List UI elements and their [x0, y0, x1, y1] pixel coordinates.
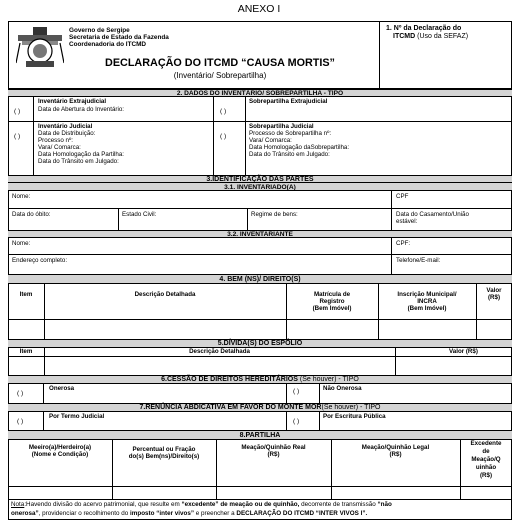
extra-inventory-opening-date: Data de Abertura do Inventário: — [38, 106, 124, 113]
marriage-date-label-2: estável: — [396, 218, 418, 225]
judicial-sobrepartilha-line: Processo de Sobrepartilha nº: — [249, 130, 332, 137]
partition-col-excess: Excedente — [470, 440, 502, 447]
marital-status-label: Estado Civil: — [122, 211, 157, 218]
checkbox-onerosa[interactable]: ( ) — [17, 390, 24, 397]
partition-col-excess-3: Meação/Q — [471, 456, 501, 463]
checkbox-public-deed[interactable]: ( ) — [293, 418, 300, 425]
section-2-title: 2. DADOS DO INVENTÁRIO/ SOBREPARTILHA - TIPO — [176, 89, 344, 97]
goods-col-municipal: Inscrição Municipal/ — [397, 291, 457, 298]
inventariante-name-label: Nome: — [12, 240, 31, 247]
section-8-title: 8.PARTILHA — [239, 431, 281, 439]
phone-email-label: Telefone/E-mail: — [396, 257, 441, 264]
goods-col-municipal-2: INCRA — [417, 298, 437, 305]
inventariado-name-label: Nome: — [12, 193, 31, 200]
judicial-sobrepartilha-line: Vara/ Comarca: — [249, 137, 292, 144]
partition-col-excess-5: (R$) — [479, 472, 493, 479]
goods-col-description: Descrição Detalhada — [134, 291, 196, 298]
coat-of-arms-icon — [16, 25, 64, 69]
checkbox-extra-sobrepartilha[interactable]: ( ) — [220, 108, 227, 115]
note-text: Nota:Havendo divisão do acervo patrimonial, que resulte em “excedente” de meação ou de quinhão, decorrente de transmissão “não onerosa”, providenciar o recolhimento do imposto “inter vivos” e preencher a DECLARAÇÃO DO ITCMD “INTER VIVOS I”. — [11, 501, 392, 517]
annex-title: ANEXO I — [237, 3, 281, 15]
judicial-sobrepartilha-line: Data Homologação daSobrepartilha: — [249, 144, 350, 151]
goods-col-registry-3: (Bem Imóvel) — [312, 305, 352, 312]
partition-col-real-share-2: (R$) — [267, 451, 280, 458]
judicial-inventory-line: Data Homologação da Partilha: — [38, 151, 124, 158]
inventariado-cpf-label: CPF — [396, 193, 409, 200]
debts-col-description: Descrição Detalhada — [189, 348, 250, 355]
property-regime-label: Regime de bens: — [251, 211, 298, 218]
checkbox-judicial-term[interactable]: ( ) — [17, 418, 24, 425]
judicial-inventory-line: Processo nº: — [38, 137, 73, 144]
section-3-title: 3.IDENTIFICAÇÃO DAS PARTES — [206, 175, 314, 183]
section-7-title: 7.RENÚNCIA ABDICATIVA EM FAVOR DO MONTE MOR(Se houver) - TIPO — [139, 404, 381, 411]
goods-col-value-2: (R$) — [487, 294, 501, 301]
checkbox-extra-inventory[interactable]: ( ) — [14, 108, 21, 115]
partition-col-excess-2: de — [482, 448, 490, 455]
nao-onerosa-label: Não Onerosa — [323, 385, 362, 392]
section-5-title: 5.DÍVIDA(S) DO ESPÓLIO — [217, 340, 303, 347]
goods-col-value: Valor — [486, 287, 502, 294]
extra-inventory-title: Inventário Extrajudicial — [38, 98, 107, 105]
partition-col-legal-share-2: (R$) — [389, 451, 402, 458]
extra-sobrepartilha-title: Sobrepartilha Extrajudicial — [249, 98, 328, 105]
partition-col-legal-share: Meação/Quinhão Legal — [361, 444, 430, 451]
onerosa-label: Onerosa — [49, 385, 75, 392]
gov-line-3: Coordenadoria do ITCMD — [69, 41, 147, 48]
goods-col-registry: Matrícula de — [313, 291, 351, 298]
death-date-label: Data do óbito: — [12, 211, 51, 218]
gov-line-2: Secretaria de Estado da Fazenda — [69, 34, 169, 41]
judicial-sobrepartilha-line: Data do Trânsito em Julgado: — [249, 151, 330, 158]
gov-line-1: Governo de Sergipe — [69, 27, 130, 34]
declaration-number-label: 1. Nº da Declaração do — [386, 25, 462, 32]
section-3-2-title: 3.2. INVENTARIANTE — [227, 230, 293, 238]
partition-col-real-share: Meação/Quinhão Real — [241, 444, 306, 451]
goods-col-municipal-3: (Bem Imóvel) — [407, 305, 447, 312]
checkbox-judicial-sobrepartilha[interactable]: ( ) — [220, 133, 227, 140]
partition-col-excess-4: uinhão — [475, 464, 497, 471]
judicial-term-label: Por Termo Judicial — [49, 413, 105, 420]
document-title: DECLARAÇÃO DO ITCMD “CAUSA MORTIS” — [105, 57, 335, 69]
judicial-inventory-line: Data de Distribuição: — [38, 130, 96, 137]
debts-col-item: Item — [19, 348, 33, 355]
checkbox-judicial-inventory[interactable]: ( ) — [14, 133, 21, 140]
partition-col-percentage: Percentual ou Fração — [132, 446, 196, 453]
judicial-sobrepartilha-title: Sobrepartilha Judicial — [249, 123, 314, 130]
goods-col-registry-2: Registro — [319, 298, 345, 305]
partition-col-heir: Meeiro(a)/Herdeiro(a) — [28, 444, 92, 451]
public-deed-label: Por Escritura Pública — [323, 413, 386, 420]
section-6-title: 6.CESSÃO DE DIREITOS HEREDITÁRIOS (Se houver) - TIPO — [161, 376, 359, 383]
partition-col-percentage-2: do(s) Bem(ns)/Direito(s) — [128, 453, 200, 460]
partition-col-heir-2: (Nome e Condição) — [31, 451, 89, 458]
document-subtitle: (Inventário/ Sobrepartilha) — [173, 71, 267, 80]
goods-col-item: Item — [19, 291, 33, 298]
section-3-1-title: 3.1. INVENTARIADO(A) — [224, 183, 296, 191]
marriage-date-label: Data do Casamento/União — [396, 211, 469, 218]
inventariante-cpf-label: CPF: — [396, 240, 411, 247]
section-4-title: 4. BEM (NS)/ DIREITO(S) — [219, 275, 301, 283]
judicial-inventory-title: Inventário Judicial — [38, 123, 93, 130]
judicial-inventory-line: Vara/ Comarca: — [38, 144, 81, 151]
checkbox-nao-onerosa[interactable]: ( ) — [293, 388, 300, 395]
judicial-inventory-line: Data do Trânsito em Julgado: — [38, 158, 119, 165]
declaration-number-note-line: ITCMD (Uso da SEFAZ) — [393, 33, 469, 40]
address-label: Endereço completo: — [12, 257, 68, 264]
debts-col-value: Valor (R$) — [449, 348, 478, 355]
